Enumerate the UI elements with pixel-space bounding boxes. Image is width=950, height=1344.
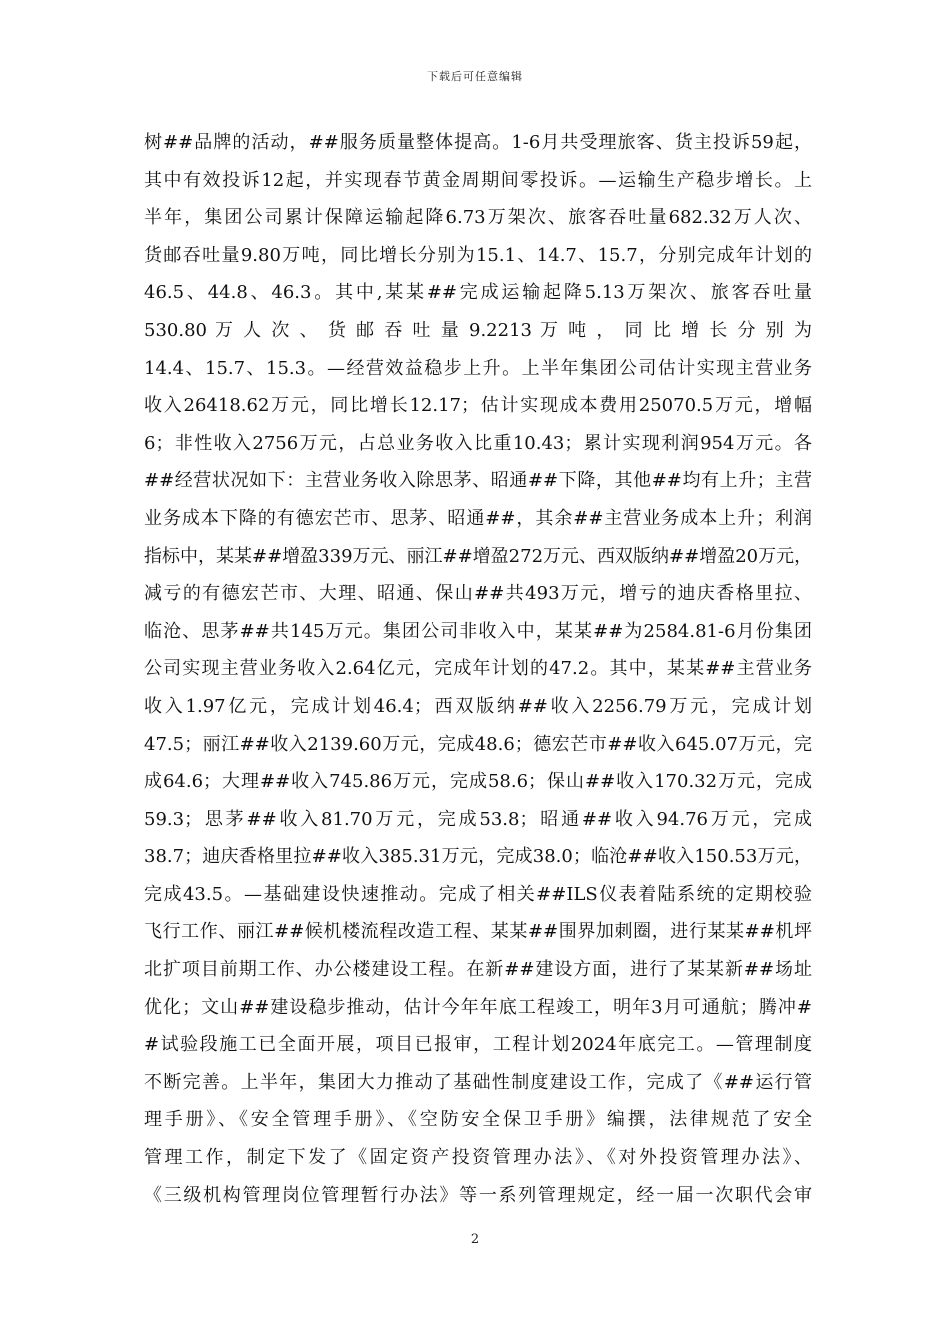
- text-line: 飞行工作、丽江##候机楼流程改造工程、某某##围界加刺圈，进行某某##机坪: [144, 921, 812, 943]
- text-line: ##经营状况如下：主营业务收入除思茅、昭通##下降，其他##均有上升；主营: [144, 470, 812, 492]
- text-line: 收入26418.62万元，同比增长12.17；估计实现成本费用25070.5万元，增幅: [144, 395, 812, 417]
- text-line: 临沧、思茅##共145万元。集团公司非收入中，某某##为2584.81-6月份集团: [144, 620, 812, 642]
- text-line: 指标中，某某##增盈339万元、丽江##增盈272万元、西双版纳##增盈20万元，: [144, 545, 812, 567]
- text-line: 14.4、15.7、15.3。—经营效益稳步上升。上半年集团公司估计实现主营业务: [144, 357, 812, 379]
- text-line: 46.5、44.8、46.3。其中,某某##完成运输起降5.13万架次、旅客吞吐量: [144, 282, 812, 304]
- text-line: 完成43.5。—基础建设快速推动。完成了相关##ILS仪表着陆系统的定期校验: [144, 883, 812, 905]
- text-line: 优化；文山##建设稳步推动，估计今年年底工程竣工，明年3月可通航；腾冲#: [144, 996, 812, 1018]
- text-line: 树##品牌的活动，##服务质量整体提高。1-6月共受理旅客、货主投诉59起，: [144, 132, 812, 153]
- page-header: 下载后可任意编辑: [427, 70, 523, 83]
- text-line: 其中有效投诉12起，并实现春节黄金周期间零投诉。—运输生产稳步增长。上: [144, 169, 812, 191]
- text-line: 《三级机构管理岗位管理暂行办法》等一系列管理规定，经一届一次职代会审: [144, 1184, 812, 1206]
- page-number: 2: [470, 1232, 480, 1247]
- text-line: 59.3；思茅##收入81.70万元，完成53.8；昭通##收入94.76万元，完成: [144, 808, 812, 830]
- text-line: 业务成本下降的有德宏芒市、思茅、昭通##，其余##主营业务成本上升；利润: [144, 507, 812, 529]
- text-line: 不断完善。上半年，集团大力推动了基础性制度建设工作，完成了《##运行管: [144, 1071, 812, 1093]
- text-line: 公司实现主营业务收入2.64亿元，完成年计划的47.2。其中，某某##主营业务: [144, 658, 812, 680]
- text-line: 北扩项目前期工作、办公楼建设工程。在新##建设方面，进行了某某新##场址: [144, 959, 812, 981]
- text-line: 6；非性收入2756万元，占总业务收入比重10.43；累计实现利润954万元。各: [144, 432, 812, 454]
- body-text: [144, 124, 812, 1214]
- text-line: 成64.6；大理##收入745.86万元，完成58.6；保山##收入170.32万元，完成: [144, 771, 812, 793]
- text-line: 管理工作，制定下发了《固定资产投资管理办法》、《对外投资管理办法》、: [144, 1147, 812, 1169]
- text-line: 收入1.97亿元，完成计划46.4；西双版纳##收入2256.79万元，完成计划: [144, 695, 812, 717]
- text-line: 47.5；丽江##收入2139.60万元，完成48.6；德宏芒市##收入645.07万元，完: [144, 733, 812, 755]
- text-line: 半年，集团公司累计保障运输起降6.73万架次、旅客吞吐量682.32万人次、: [144, 207, 812, 229]
- text-line: 38.7；迪庆香格里拉##收入385.31万元，完成38.0；临沧##收入150.53万元，: [144, 846, 812, 868]
- text-line: #试验段施工已全面开展，项目已报审，工程计划2024年底完工。—管理制度: [144, 1034, 812, 1056]
- text-line: 减亏的有德宏芒市、大理、昭通、保山##共493万元，增亏的迪庆香格里拉、: [144, 583, 812, 605]
- text-line: 货邮吞吐量9.80万吨，同比增长分别为15.1、14.7、15.7，分别完成年计划的: [144, 244, 812, 266]
- text-line: 530.80 万 人 次 、 货 邮 吞 吐 量 9.2213 万 吨 ， 同 比 增 长 分 别 为: [144, 319, 812, 341]
- text-line: 理手册》、《安全管理手册》、《空防安全保卫手册》编撰，法律规范了安全: [144, 1109, 812, 1131]
